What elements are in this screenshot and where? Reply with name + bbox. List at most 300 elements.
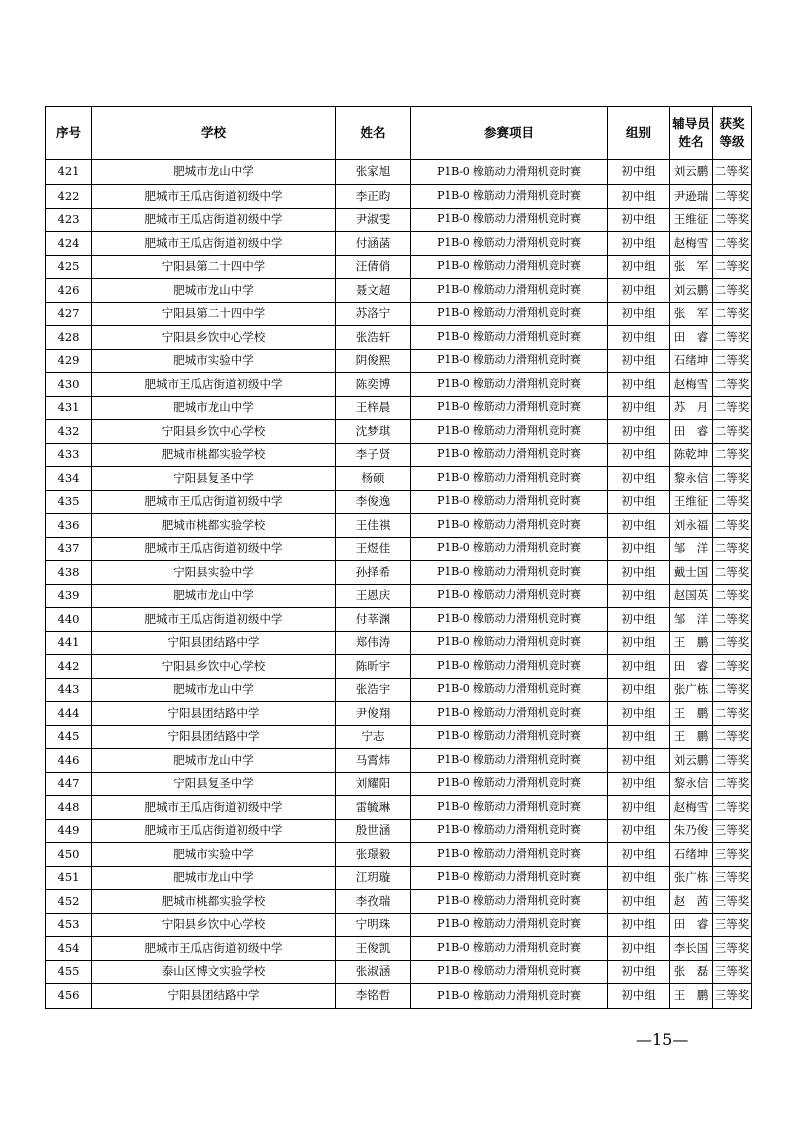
cell-award: 二等奖 xyxy=(713,655,752,679)
cell-award: 二等奖 xyxy=(713,326,752,350)
table-row xyxy=(46,678,752,702)
cell-group: 初中组 xyxy=(608,584,670,608)
table-row xyxy=(46,349,752,373)
cell-school: 肥城市王瓜店街道初级中学 xyxy=(92,796,336,820)
cell-project: P1B-0 橡筋动力滑翔机竞时赛 xyxy=(411,514,608,538)
cell-project: P1B-0 橡筋动力滑翔机竞时赛 xyxy=(411,467,608,491)
header-advisor-line1: 辅导员 xyxy=(672,115,710,131)
cell-advisor: 尹逊瑞 xyxy=(670,185,713,209)
cell-student-name: 陈奕博 xyxy=(336,373,411,397)
cell-advisor: 石绪坤 xyxy=(670,349,713,373)
cell-project: P1B-0 橡筋动力滑翔机竞时赛 xyxy=(411,490,608,514)
cell-student-name: 孙择希 xyxy=(336,561,411,585)
cell-index: 437 xyxy=(46,537,92,561)
cell-student-name: 李俊逸 xyxy=(336,490,411,514)
cell-student-name: 江玥璇 xyxy=(336,866,411,890)
cell-school: 肥城市王瓜店街道初级中学 xyxy=(92,819,336,843)
cell-group: 初中组 xyxy=(608,490,670,514)
cell-group: 初中组 xyxy=(608,279,670,303)
cell-award: 三等奖 xyxy=(713,843,752,867)
cell-group: 初中组 xyxy=(608,819,670,843)
cell-school: 肥城市龙山中学 xyxy=(92,396,336,420)
cell-school: 肥城市龙山中学 xyxy=(92,279,336,303)
cell-advisor: 张 磊 xyxy=(670,960,713,984)
cell-student-name: 雷毓琳 xyxy=(336,796,411,820)
table-row xyxy=(46,537,752,561)
cell-group: 初中组 xyxy=(608,796,670,820)
table-header-row xyxy=(46,107,752,160)
cell-school: 肥城市王瓜店街道初级中学 xyxy=(92,490,336,514)
cell-student-name: 李铭哲 xyxy=(336,984,411,1009)
cell-school: 肥城市龙山中学 xyxy=(92,678,336,702)
cell-group: 初中组 xyxy=(608,984,670,1009)
table-row xyxy=(46,819,752,843)
cell-award: 二等奖 xyxy=(713,631,752,655)
cell-school: 宁阳县乡饮中心学校 xyxy=(92,420,336,444)
cell-group: 初中组 xyxy=(608,373,670,397)
cell-student-name: 宁明珠 xyxy=(336,913,411,937)
cell-student-name: 阴俊熙 xyxy=(336,349,411,373)
table-row xyxy=(46,160,752,185)
cell-index: 451 xyxy=(46,866,92,890)
header-group: 组别 xyxy=(608,107,670,160)
cell-advisor: 张 军 xyxy=(670,302,713,326)
cell-student-name: 刘耀阳 xyxy=(336,772,411,796)
cell-project: P1B-0 橡筋动力滑翔机竞时赛 xyxy=(411,913,608,937)
cell-index: 428 xyxy=(46,326,92,350)
cell-index: 449 xyxy=(46,819,92,843)
cell-project: P1B-0 橡筋动力滑翔机竞时赛 xyxy=(411,208,608,232)
table-row xyxy=(46,514,752,538)
cell-group: 初中组 xyxy=(608,608,670,632)
cell-group: 初中组 xyxy=(608,843,670,867)
cell-group: 初中组 xyxy=(608,890,670,914)
cell-student-name: 马霄炜 xyxy=(336,749,411,773)
cell-index: 432 xyxy=(46,420,92,444)
cell-project: P1B-0 橡筋动力滑翔机竞时赛 xyxy=(411,772,608,796)
cell-student-name: 聂文超 xyxy=(336,279,411,303)
cell-student-name: 陈昕宇 xyxy=(336,655,411,679)
cell-project: P1B-0 橡筋动力滑翔机竞时赛 xyxy=(411,420,608,444)
cell-school: 宁阳县复圣中学 xyxy=(92,772,336,796)
cell-group: 初中组 xyxy=(608,913,670,937)
cell-index: 421 xyxy=(46,160,92,185)
cell-school: 宁阳县实验中学 xyxy=(92,561,336,585)
cell-index: 436 xyxy=(46,514,92,538)
cell-student-name: 王佳祺 xyxy=(336,514,411,538)
header-advisor xyxy=(670,107,713,160)
cell-award: 二等奖 xyxy=(713,443,752,467)
table-row xyxy=(46,655,752,679)
cell-advisor: 戴士国 xyxy=(670,561,713,585)
cell-project: P1B-0 橡筋动力滑翔机竞时赛 xyxy=(411,937,608,961)
cell-school: 肥城市桃都实验学校 xyxy=(92,443,336,467)
cell-award: 三等奖 xyxy=(713,819,752,843)
header-index: 序号 xyxy=(46,107,92,160)
table-row xyxy=(46,255,752,279)
table-row xyxy=(46,866,752,890)
cell-school: 宁阳县乡饮中心学校 xyxy=(92,326,336,350)
table-row xyxy=(46,443,752,467)
cell-advisor: 赵梅雪 xyxy=(670,796,713,820)
cell-school: 宁阳县团结路中学 xyxy=(92,984,336,1009)
cell-advisor: 刘云鹏 xyxy=(670,160,713,185)
cell-award: 二等奖 xyxy=(713,796,752,820)
cell-group: 初中组 xyxy=(608,725,670,749)
cell-award: 三等奖 xyxy=(713,960,752,984)
cell-project: P1B-0 橡筋动力滑翔机竞时赛 xyxy=(411,655,608,679)
cell-group: 初中组 xyxy=(608,349,670,373)
table-body xyxy=(46,160,752,1009)
cell-school: 宁阳县团结路中学 xyxy=(92,631,336,655)
cell-project: P1B-0 橡筋动力滑翔机竞时赛 xyxy=(411,232,608,256)
cell-student-name: 汪倩俏 xyxy=(336,255,411,279)
cell-group: 初中组 xyxy=(608,208,670,232)
cell-project: P1B-0 橡筋动力滑翔机竞时赛 xyxy=(411,678,608,702)
cell-advisor: 王 鹏 xyxy=(670,702,713,726)
cell-index: 427 xyxy=(46,302,92,326)
cell-advisor: 石绪坤 xyxy=(670,843,713,867)
cell-award: 三等奖 xyxy=(713,913,752,937)
cell-school: 泰山区博文实验学校 xyxy=(92,960,336,984)
cell-award: 三等奖 xyxy=(713,866,752,890)
cell-school: 肥城市王瓜店街道初级中学 xyxy=(92,232,336,256)
cell-index: 424 xyxy=(46,232,92,256)
table-row xyxy=(46,725,752,749)
cell-index: 441 xyxy=(46,631,92,655)
cell-index: 454 xyxy=(46,937,92,961)
table-row xyxy=(46,960,752,984)
cell-group: 初中组 xyxy=(608,655,670,679)
cell-advisor: 苏 月 xyxy=(670,396,713,420)
cell-project: P1B-0 橡筋动力滑翔机竞时赛 xyxy=(411,561,608,585)
cell-group: 初中组 xyxy=(608,631,670,655)
cell-group: 初中组 xyxy=(608,232,670,256)
cell-index: 431 xyxy=(46,396,92,420)
table-row xyxy=(46,890,752,914)
cell-advisor: 田 睿 xyxy=(670,655,713,679)
cell-award: 二等奖 xyxy=(713,185,752,209)
cell-group: 初中组 xyxy=(608,678,670,702)
table-row xyxy=(46,420,752,444)
table-row xyxy=(46,490,752,514)
cell-advisor: 王维征 xyxy=(670,208,713,232)
cell-student-name: 张浩宇 xyxy=(336,678,411,702)
cell-award: 三等奖 xyxy=(713,984,752,1009)
cell-award: 二等奖 xyxy=(713,490,752,514)
cell-award: 二等奖 xyxy=(713,561,752,585)
page-number: —15— xyxy=(636,1030,689,1049)
cell-award: 二等奖 xyxy=(713,584,752,608)
cell-award: 三等奖 xyxy=(713,890,752,914)
cell-school: 肥城市桃都实验学校 xyxy=(92,890,336,914)
cell-school: 宁阳县团结路中学 xyxy=(92,702,336,726)
cell-project: P1B-0 橡筋动力滑翔机竞时赛 xyxy=(411,890,608,914)
cell-project: P1B-0 橡筋动力滑翔机竞时赛 xyxy=(411,160,608,185)
cell-project: P1B-0 橡筋动力滑翔机竞时赛 xyxy=(411,279,608,303)
cell-advisor: 张广栋 xyxy=(670,678,713,702)
cell-index: 453 xyxy=(46,913,92,937)
cell-award: 二等奖 xyxy=(713,725,752,749)
cell-school: 肥城市龙山中学 xyxy=(92,584,336,608)
cell-index: 438 xyxy=(46,561,92,585)
cell-project: P1B-0 橡筋动力滑翔机竞时赛 xyxy=(411,960,608,984)
header-project: 参赛项目 xyxy=(411,107,608,160)
cell-advisor: 王 鹏 xyxy=(670,984,713,1009)
cell-student-name: 付涵菡 xyxy=(336,232,411,256)
cell-award: 二等奖 xyxy=(713,537,752,561)
cell-group: 初中组 xyxy=(608,537,670,561)
cell-student-name: 宁志 xyxy=(336,725,411,749)
cell-award: 二等奖 xyxy=(713,396,752,420)
table-row xyxy=(46,937,752,961)
table-row xyxy=(46,396,752,420)
cell-project: P1B-0 橡筋动力滑翔机竞时赛 xyxy=(411,373,608,397)
cell-project: P1B-0 橡筋动力滑翔机竞时赛 xyxy=(411,819,608,843)
cell-advisor: 赵 茜 xyxy=(670,890,713,914)
cell-school: 肥城市实验中学 xyxy=(92,349,336,373)
cell-project: P1B-0 橡筋动力滑翔机竞时赛 xyxy=(411,349,608,373)
cell-school: 肥城市龙山中学 xyxy=(92,160,336,185)
cell-advisor: 赵国英 xyxy=(670,584,713,608)
cell-student-name: 尹淑雯 xyxy=(336,208,411,232)
header-award-line2: 等级 xyxy=(719,134,745,149)
table-row xyxy=(46,913,752,937)
cell-school: 肥城市桃都实验学校 xyxy=(92,514,336,538)
cell-school: 肥城市王瓜店街道初级中学 xyxy=(92,608,336,632)
cell-project: P1B-0 橡筋动力滑翔机竞时赛 xyxy=(411,631,608,655)
header-award-line1: 获奖 xyxy=(719,115,745,131)
table-row xyxy=(46,279,752,303)
cell-student-name: 殷世涵 xyxy=(336,819,411,843)
cell-advisor: 田 睿 xyxy=(670,913,713,937)
cell-award: 二等奖 xyxy=(713,608,752,632)
awards-table xyxy=(45,106,752,1009)
cell-student-name: 王煜佳 xyxy=(336,537,411,561)
cell-advisor: 刘云鹏 xyxy=(670,279,713,303)
header-name: 姓名 xyxy=(336,107,411,160)
cell-project: P1B-0 橡筋动力滑翔机竞时赛 xyxy=(411,185,608,209)
cell-advisor: 赵梅雪 xyxy=(670,373,713,397)
cell-index: 426 xyxy=(46,279,92,303)
cell-group: 初中组 xyxy=(608,749,670,773)
cell-award: 二等奖 xyxy=(713,678,752,702)
header-school: 学校 xyxy=(92,107,336,160)
cell-index: 429 xyxy=(46,349,92,373)
cell-award: 二等奖 xyxy=(713,349,752,373)
cell-index: 448 xyxy=(46,796,92,820)
table-row xyxy=(46,631,752,655)
cell-student-name: 王俊凯 xyxy=(336,937,411,961)
cell-project: P1B-0 橡筋动力滑翔机竞时赛 xyxy=(411,302,608,326)
table-row xyxy=(46,749,752,773)
cell-school: 肥城市龙山中学 xyxy=(92,866,336,890)
cell-index: 444 xyxy=(46,702,92,726)
cell-advisor: 王 鹏 xyxy=(670,631,713,655)
cell-index: 422 xyxy=(46,185,92,209)
cell-index: 433 xyxy=(46,443,92,467)
cell-index: 425 xyxy=(46,255,92,279)
cell-index: 442 xyxy=(46,655,92,679)
cell-group: 初中组 xyxy=(608,160,670,185)
cell-group: 初中组 xyxy=(608,255,670,279)
cell-index: 452 xyxy=(46,890,92,914)
cell-school: 肥城市王瓜店街道初级中学 xyxy=(92,537,336,561)
cell-group: 初中组 xyxy=(608,960,670,984)
cell-project: P1B-0 橡筋动力滑翔机竞时赛 xyxy=(411,608,608,632)
cell-award: 二等奖 xyxy=(713,208,752,232)
cell-project: P1B-0 橡筋动力滑翔机竞时赛 xyxy=(411,725,608,749)
cell-project: P1B-0 橡筋动力滑翔机竞时赛 xyxy=(411,255,608,279)
cell-award: 三等奖 xyxy=(713,937,752,961)
cell-project: P1B-0 橡筋动力滑翔机竞时赛 xyxy=(411,326,608,350)
cell-project: P1B-0 橡筋动力滑翔机竞时赛 xyxy=(411,796,608,820)
cell-advisor: 田 睿 xyxy=(670,420,713,444)
cell-advisor: 刘云鹏 xyxy=(670,749,713,773)
cell-school: 宁阳县第二十四中学 xyxy=(92,302,336,326)
cell-group: 初中组 xyxy=(608,467,670,491)
cell-school: 肥城市王瓜店街道初级中学 xyxy=(92,937,336,961)
cell-index: 430 xyxy=(46,373,92,397)
cell-student-name: 李子贤 xyxy=(336,443,411,467)
cell-project: P1B-0 橡筋动力滑翔机竞时赛 xyxy=(411,702,608,726)
cell-index: 434 xyxy=(46,467,92,491)
cell-group: 初中组 xyxy=(608,702,670,726)
cell-project: P1B-0 橡筋动力滑翔机竞时赛 xyxy=(411,866,608,890)
cell-index: 445 xyxy=(46,725,92,749)
table-row xyxy=(46,326,752,350)
cell-student-name: 郑伟涛 xyxy=(336,631,411,655)
cell-student-name: 付莘渊 xyxy=(336,608,411,632)
cell-student-name: 王梓晨 xyxy=(336,396,411,420)
cell-project: P1B-0 橡筋动力滑翔机竞时赛 xyxy=(411,584,608,608)
cell-student-name: 沈梦琪 xyxy=(336,420,411,444)
table-row xyxy=(46,796,752,820)
cell-award: 二等奖 xyxy=(713,160,752,185)
cell-advisor: 赵梅雪 xyxy=(670,232,713,256)
cell-group: 初中组 xyxy=(608,420,670,444)
cell-group: 初中组 xyxy=(608,561,670,585)
cell-index: 423 xyxy=(46,208,92,232)
cell-award: 二等奖 xyxy=(713,232,752,256)
cell-school: 宁阳县团结路中学 xyxy=(92,725,336,749)
cell-index: 440 xyxy=(46,608,92,632)
cell-index: 456 xyxy=(46,984,92,1009)
cell-student-name: 杨硕 xyxy=(336,467,411,491)
cell-group: 初中组 xyxy=(608,396,670,420)
cell-award: 二等奖 xyxy=(713,373,752,397)
cell-award: 二等奖 xyxy=(713,302,752,326)
cell-student-name: 苏洛宁 xyxy=(336,302,411,326)
cell-advisor: 张广栋 xyxy=(670,866,713,890)
cell-group: 初中组 xyxy=(608,937,670,961)
cell-advisor: 刘永福 xyxy=(670,514,713,538)
cell-advisor: 王 鹏 xyxy=(670,725,713,749)
cell-school: 宁阳县第二十四中学 xyxy=(92,255,336,279)
table-row xyxy=(46,467,752,491)
cell-index: 447 xyxy=(46,772,92,796)
table-row xyxy=(46,608,752,632)
cell-student-name: 李孜瑞 xyxy=(336,890,411,914)
cell-advisor: 田 睿 xyxy=(670,326,713,350)
cell-student-name: 张家旭 xyxy=(336,160,411,185)
cell-advisor: 邹 洋 xyxy=(670,608,713,632)
cell-group: 初中组 xyxy=(608,772,670,796)
cell-project: P1B-0 橡筋动力滑翔机竞时赛 xyxy=(411,443,608,467)
cell-index: 439 xyxy=(46,584,92,608)
cell-group: 初中组 xyxy=(608,514,670,538)
cell-group: 初中组 xyxy=(608,302,670,326)
cell-award: 二等奖 xyxy=(713,514,752,538)
cell-student-name: 张淑涵 xyxy=(336,960,411,984)
cell-project: P1B-0 橡筋动力滑翔机竞时赛 xyxy=(411,749,608,773)
cell-award: 二等奖 xyxy=(713,702,752,726)
cell-student-name: 尹俊翔 xyxy=(336,702,411,726)
table-row xyxy=(46,302,752,326)
cell-index: 450 xyxy=(46,843,92,867)
cell-award: 二等奖 xyxy=(713,772,752,796)
cell-project: P1B-0 橡筋动力滑翔机竞时赛 xyxy=(411,843,608,867)
cell-award: 二等奖 xyxy=(713,420,752,444)
cell-student-name: 李正昀 xyxy=(336,185,411,209)
table-row xyxy=(46,843,752,867)
cell-award: 二等奖 xyxy=(713,749,752,773)
cell-group: 初中组 xyxy=(608,443,670,467)
cell-project: P1B-0 橡筋动力滑翔机竞时赛 xyxy=(411,537,608,561)
cell-index: 455 xyxy=(46,960,92,984)
cell-school: 宁阳县复圣中学 xyxy=(92,467,336,491)
table-row xyxy=(46,772,752,796)
cell-advisor: 邹 洋 xyxy=(670,537,713,561)
cell-award: 二等奖 xyxy=(713,255,752,279)
cell-advisor: 李长国 xyxy=(670,937,713,961)
cell-group: 初中组 xyxy=(608,326,670,350)
table-row xyxy=(46,185,752,209)
header-advisor-line2: 姓名 xyxy=(678,134,704,149)
cell-school: 肥城市王瓜店街道初级中学 xyxy=(92,373,336,397)
cell-school: 宁阳县乡饮中心学校 xyxy=(92,655,336,679)
cell-school: 宁阳县乡饮中心学校 xyxy=(92,913,336,937)
cell-student-name: 王恩庆 xyxy=(336,584,411,608)
cell-advisor: 王维征 xyxy=(670,490,713,514)
table-row xyxy=(46,373,752,397)
table-row xyxy=(46,561,752,585)
cell-advisor: 朱乃俊 xyxy=(670,819,713,843)
cell-school: 肥城市王瓜店街道初级中学 xyxy=(92,208,336,232)
cell-group: 初中组 xyxy=(608,866,670,890)
cell-school: 肥城市实验中学 xyxy=(92,843,336,867)
table-row xyxy=(46,232,752,256)
cell-school: 肥城市王瓜店街道初级中学 xyxy=(92,185,336,209)
cell-student-name: 张浩轩 xyxy=(336,326,411,350)
cell-award: 二等奖 xyxy=(713,279,752,303)
cell-advisor: 黎永信 xyxy=(670,467,713,491)
table-row xyxy=(46,208,752,232)
cell-advisor: 陈乾坤 xyxy=(670,443,713,467)
cell-index: 446 xyxy=(46,749,92,773)
cell-school: 肥城市龙山中学 xyxy=(92,749,336,773)
cell-advisor: 张 军 xyxy=(670,255,713,279)
table-row xyxy=(46,984,752,1009)
cell-project: P1B-0 橡筋动力滑翔机竞时赛 xyxy=(411,396,608,420)
cell-award: 二等奖 xyxy=(713,467,752,491)
cell-index: 443 xyxy=(46,678,92,702)
cell-group: 初中组 xyxy=(608,185,670,209)
table-row xyxy=(46,584,752,608)
cell-advisor: 黎永信 xyxy=(670,772,713,796)
cell-index: 435 xyxy=(46,490,92,514)
cell-project: P1B-0 橡筋动力滑翔机竞时赛 xyxy=(411,984,608,1009)
